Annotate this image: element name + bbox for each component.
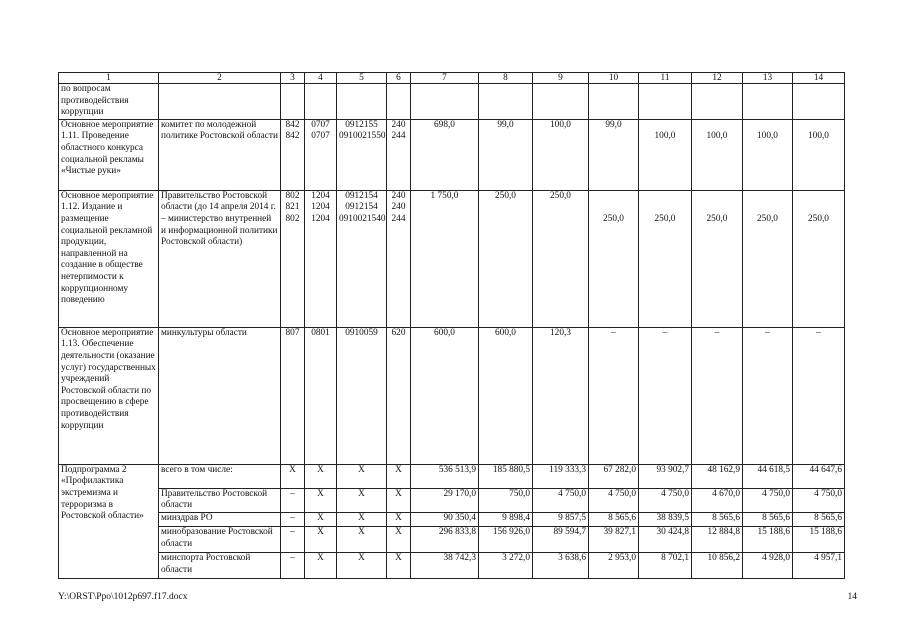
value-2018: 8 565,6 [692,512,743,526]
value-2019: 15 188,6 [743,526,793,552]
value-2018: 100,0 [706,131,728,142]
header-cell: 6 [387,73,411,84]
table-row [59,526,845,552]
value-total: 29 170,0 [411,488,479,512]
value-2015: 4 750,0 [533,488,589,512]
value-2020: 15 188,6 [793,526,845,552]
value-2014: 185 880,5 [479,464,533,488]
vr-code: 244 [391,131,406,142]
grbs-code: 842 [285,131,300,142]
rzpr-code: 1204 [311,190,330,201]
executor-cell: минспорта Ростовской области [159,552,281,578]
value-2020: 8 565,6 [793,512,845,526]
measure-name: по вопросам противодействия коррупции [59,84,159,120]
rzpr-code: Х [305,552,337,578]
grbs-code: – [281,512,305,526]
value-2018: 250,0 [706,213,728,224]
value-2015: 9 857,5 [533,512,589,526]
grbs-code: 802 [285,190,300,201]
value-total: 1 750,0 [411,190,479,327]
value-2016: 4 750,0 [589,488,639,512]
header-cell: 3 [281,73,305,84]
header-cell: 9 [533,73,589,84]
header-cell: 13 [743,73,793,84]
value-total: 536 513,9 [411,464,479,488]
value-total: 600,0 [411,327,479,464]
value-2017: 4 750,0 [639,488,692,512]
value-2014: 99,0 [479,119,533,190]
value-2019: 4 750,0 [743,488,793,512]
rzpr-code: Х [305,488,337,512]
value-2019: 8 565,6 [743,512,793,526]
value-2015: 3 638,6 [533,552,589,578]
header-cell: 11 [639,73,692,84]
measure-name: Основное мероприятие 1.11. Проведение областного конкурса социальной рекламы «Чистые руки» [59,119,159,190]
csr-code: Х [337,526,387,552]
csr-code: 0910059 [337,327,387,464]
value-2016: 250,0 [603,213,624,224]
csr-code: 0912154 [345,190,378,201]
vr-code: 240 [391,119,406,130]
rzpr-code: 0707 [311,131,330,142]
executor-cell: минздрав РО [159,512,281,526]
value-2015: 119 333,3 [533,464,589,488]
header-cell: 1 [59,73,159,84]
value-2014: 9 898,4 [479,512,533,526]
executor-cell: минобразование Ростовской области [159,526,281,552]
vr-code: Х [387,552,411,578]
value-2014: 250,0 [479,190,533,327]
grbs-code: – [281,552,305,578]
table-row [59,327,845,464]
grbs-code: – [281,488,305,512]
dash-cell: – [589,327,639,464]
value-2018: 12 884,8 [692,526,743,552]
rzpr-code: 0801 [305,327,337,464]
grbs-code: – [281,526,305,552]
dash-cell: – [692,327,743,464]
value-total: 90 350,4 [411,512,479,526]
value-2020: 44 647,6 [793,464,845,488]
executor-cell: Правительство Ростовской области [159,488,281,512]
vr-code: Х [387,464,411,488]
measure-name: Основное мероприятие 1.12. Издание и размещение социальной рекламной продукции, направленной на создание в обществе нетерпимости к коррупционному поведению [59,190,159,327]
value-2016: 8 565,6 [589,512,639,526]
rzpr-code: 0707 [311,119,330,130]
rzpr-code: Х [305,526,337,552]
rzpr-code: Х [305,512,337,526]
vr-code: Х [387,488,411,512]
value-2017: 100,0 [654,131,676,142]
budget-table [58,72,845,579]
value-2018: 4 670,0 [692,488,743,512]
table-row [59,552,845,578]
table-row [59,488,845,512]
value-2016: 99,0 [589,119,639,190]
csr-code: 0910021540 [339,213,386,224]
grbs-code: 842 [285,119,300,130]
value-2018: 10 856,2 [692,552,743,578]
value-2019: 44 618,5 [743,464,793,488]
table-row [59,512,845,526]
value-2014: 3 272,0 [479,552,533,578]
table-row [59,464,845,488]
vr-code: 244 [391,213,406,224]
value-2020: 100,0 [808,131,829,142]
value-2014: 156 926,0 [479,526,533,552]
dash-cell: – [639,327,692,464]
header-cell: 14 [793,73,845,84]
header-cell: 2 [159,73,281,84]
vr-code: 620 [387,327,411,464]
header-cell: 12 [692,73,743,84]
vr-code: Х [387,512,411,526]
executor-cell: минкультуры области [159,327,281,464]
rzpr-code: 1204 [311,202,330,213]
value-2014: 600,0 [479,327,533,464]
value-2019: 100,0 [757,131,778,142]
csr-code: 0912154 [345,202,378,213]
header-cell: 10 [589,73,639,84]
header-cell: 4 [305,73,337,84]
grbs-code: Х [281,464,305,488]
value-2017: 30 424,8 [639,526,692,552]
rzpr-code: Х [305,464,337,488]
csr-code: 0910021550 [339,131,386,142]
value-2015: 89 594,7 [533,526,589,552]
measure-name: Основное мероприятие 1.13. Обеспечение деятельности (оказание услуг) государственных учреждений Ростовской области по просвещению в сфере противодействия коррупции [59,327,159,464]
header-cell: 7 [411,73,479,84]
executor-cell: Правительство Ростовской области (до 14 апреля 2014 г. – министерство внутренней и информационной политики Ростовской области) [159,190,281,327]
value-2019: 250,0 [757,213,778,224]
csr-code: 0912155 [345,119,378,130]
value-2020: 4 750,0 [793,488,845,512]
header-cell: 8 [479,73,533,84]
file-path: Y:\ORST\Ppo\1012p697.f17.docx [58,592,188,602]
value-2017: 250,0 [654,213,676,224]
dash-cell: – [793,327,845,464]
header-row [59,73,845,84]
value-total: 38 742,3 [411,552,479,578]
table-row [59,119,845,190]
value-2015: 120,3 [533,327,589,464]
value-2017: 38 839,5 [639,512,692,526]
value-2017: 93 902,7 [639,464,692,488]
subprogram-name: Подпрограмма 2 «Профилактика экстремизма и терроризма в Ростовской области» [59,464,159,578]
value-2020: 4 957,1 [793,552,845,578]
header-cell: 5 [337,73,387,84]
vr-code: 240 [391,202,406,213]
value-2015: 250,0 [533,190,589,327]
vr-code: Х [387,526,411,552]
rzpr-code: 1204 [311,213,330,224]
csr-code: Х [337,512,387,526]
value-2015: 100,0 [533,119,589,190]
csr-code: Х [337,488,387,512]
value-2014: 750,0 [479,488,533,512]
value-2016: 67 282,0 [589,464,639,488]
value-total: 698,0 [411,119,479,190]
grbs-code: 802 [285,213,300,224]
csr-code: Х [337,552,387,578]
executor-cell: комитет по молодежной политике Ростовской области [159,119,281,190]
value-2018: 48 162,9 [692,464,743,488]
csr-code: Х [337,464,387,488]
grbs-code: 821 [285,202,300,213]
table-row [59,84,845,120]
dash-cell: – [743,327,793,464]
value-2016: 39 827,1 [589,526,639,552]
vr-code: 240 [391,190,406,201]
value-2019: 4 928,0 [743,552,793,578]
value-2017: 8 702,1 [639,552,692,578]
value-total: 296 833,8 [411,526,479,552]
grbs-code: 807 [281,327,305,464]
value-2020: 250,0 [808,213,829,224]
executor-cell: всего в том числе: [159,464,281,488]
value-2016: 2 953,0 [589,552,639,578]
table-row [59,190,845,327]
page-number: 14 [847,592,857,602]
